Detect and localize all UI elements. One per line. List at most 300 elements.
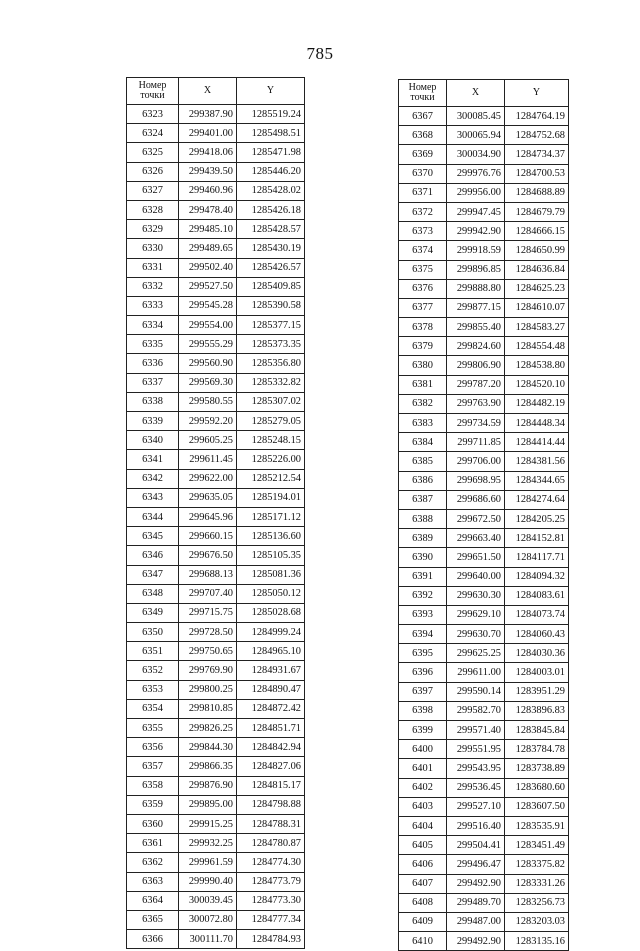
cell-y: 1284999.24 (237, 623, 305, 642)
cell-y: 1284777.34 (237, 910, 305, 929)
cell-point-number: 6360 (127, 814, 179, 833)
cell-x: 300034.90 (447, 145, 505, 164)
cell-y: 1283331.26 (505, 874, 569, 893)
cell-point-number: 6340 (127, 431, 179, 450)
cell-x: 299942.90 (447, 222, 505, 241)
cell-y: 1284780.87 (237, 834, 305, 853)
table-row (399, 145, 569, 164)
cell-x: 299611.00 (447, 663, 505, 682)
table-row (127, 661, 305, 680)
cell-x: 299635.05 (179, 488, 237, 507)
table-row (399, 452, 569, 471)
cell-point-number: 6341 (127, 450, 179, 469)
cell-y: 1285028.68 (237, 603, 305, 622)
cell-point-number: 6369 (399, 145, 447, 164)
cell-y: 1284094.32 (505, 567, 569, 586)
table-row (127, 258, 305, 277)
table-row (127, 335, 305, 354)
cell-point-number: 6407 (399, 874, 447, 893)
table-row (399, 164, 569, 183)
cell-point-number: 6359 (127, 795, 179, 814)
cell-y: 1283203.03 (505, 912, 569, 931)
table-row (399, 490, 569, 509)
table-row (127, 738, 305, 757)
cell-x: 299582.70 (447, 701, 505, 720)
cell-x: 299554.00 (179, 316, 237, 335)
cell-point-number: 6325 (127, 143, 179, 162)
table-row (399, 394, 569, 413)
table-row (399, 855, 569, 874)
cell-y: 1283451.49 (505, 836, 569, 855)
table-row (399, 375, 569, 394)
cell-x: 300072.80 (179, 910, 237, 929)
cell-y: 1285428.02 (237, 181, 305, 200)
cell-y: 1284636.84 (505, 260, 569, 279)
cell-point-number: 6364 (127, 891, 179, 910)
coordinates-table-left (126, 77, 305, 949)
cell-y: 1283607.50 (505, 797, 569, 816)
table-row (127, 412, 305, 431)
table-row (399, 874, 569, 893)
cell-point-number: 6392 (399, 586, 447, 605)
table-row (399, 932, 569, 951)
cell-x: 299478.40 (179, 200, 237, 219)
cell-x: 299496.47 (447, 855, 505, 874)
cell-point-number: 6331 (127, 258, 179, 277)
table-row (399, 605, 569, 624)
cell-y: 1284679.79 (505, 202, 569, 221)
table-row (127, 105, 305, 124)
cell-x: 299663.40 (447, 529, 505, 548)
cell-x: 299418.06 (179, 143, 237, 162)
cell-point-number: 6372 (399, 202, 447, 221)
cell-point-number: 6361 (127, 834, 179, 853)
cell-point-number: 6389 (399, 529, 447, 548)
cell-y: 1285279.05 (237, 412, 305, 431)
cell-x: 299866.35 (179, 757, 237, 776)
table-row (399, 222, 569, 241)
cell-y: 1285377.15 (237, 316, 305, 335)
table-row (127, 603, 305, 622)
table-row (127, 834, 305, 853)
cell-y: 1284205.25 (505, 509, 569, 528)
table-row (399, 279, 569, 298)
cell-x: 299844.30 (179, 738, 237, 757)
cell-point-number: 6386 (399, 471, 447, 490)
table-row (399, 126, 569, 145)
cell-y: 1284773.30 (237, 891, 305, 910)
cell-point-number: 6345 (127, 527, 179, 546)
cell-x: 299895.00 (179, 795, 237, 814)
cell-y: 1284520.10 (505, 375, 569, 394)
cell-point-number: 6351 (127, 642, 179, 661)
cell-x: 299876.90 (179, 776, 237, 795)
table-row (399, 740, 569, 759)
cell-y: 1285446.20 (237, 162, 305, 181)
cell-y: 1285356.80 (237, 354, 305, 373)
cell-point-number: 6385 (399, 452, 447, 471)
cell-x: 299489.65 (179, 239, 237, 258)
cell-x: 299707.40 (179, 584, 237, 603)
coordinates-table-right (398, 79, 569, 951)
table-row (399, 298, 569, 317)
cell-point-number: 6334 (127, 316, 179, 335)
table-row (127, 143, 305, 162)
cell-y: 1284788.31 (237, 814, 305, 833)
page-number: 785 (306, 44, 334, 63)
cell-y: 1285105.35 (237, 546, 305, 565)
cell-x: 299769.90 (179, 661, 237, 680)
cell-y: 1284482.19 (505, 394, 569, 413)
cell-y: 1283375.82 (505, 855, 569, 874)
cell-y: 1284851.71 (237, 719, 305, 738)
cell-point-number: 6402 (399, 778, 447, 797)
cell-y: 1284798.88 (237, 795, 305, 814)
cell-point-number: 6371 (399, 183, 447, 202)
cell-point-number: 6396 (399, 663, 447, 682)
cell-point-number: 6333 (127, 296, 179, 315)
cell-point-number: 6342 (127, 469, 179, 488)
table-row (127, 546, 305, 565)
cell-x: 299580.55 (179, 392, 237, 411)
table-row (399, 509, 569, 528)
cell-point-number: 6354 (127, 699, 179, 718)
cell-y: 1283845.84 (505, 721, 569, 740)
cell-point-number: 6405 (399, 836, 447, 855)
table-row (127, 642, 305, 661)
cell-y: 1284688.89 (505, 183, 569, 202)
table-row (127, 450, 305, 469)
cell-point-number: 6395 (399, 644, 447, 663)
table-row (399, 107, 569, 126)
table-row (127, 162, 305, 181)
cell-x: 299527.10 (447, 797, 505, 816)
cell-y: 1285248.15 (237, 431, 305, 450)
cell-point-number: 6346 (127, 546, 179, 565)
cell-y: 1285307.02 (237, 392, 305, 411)
cell-x: 299855.40 (447, 318, 505, 337)
cell-point-number: 6328 (127, 200, 179, 219)
cell-x: 299545.28 (179, 296, 237, 315)
cell-y: 1285390.58 (237, 296, 305, 315)
cell-y: 1284752.68 (505, 126, 569, 145)
cell-x: 300065.94 (447, 126, 505, 145)
cell-point-number: 6378 (399, 318, 447, 337)
cell-y: 1285171.12 (237, 507, 305, 526)
cell-point-number: 6330 (127, 239, 179, 258)
cell-point-number: 6410 (399, 932, 447, 951)
cell-y: 1285409.85 (237, 277, 305, 296)
cell-x: 299625.25 (447, 644, 505, 663)
cell-x: 299976.76 (447, 164, 505, 183)
cell-point-number: 6409 (399, 912, 447, 931)
cell-x: 299651.50 (447, 548, 505, 567)
cell-x: 299536.45 (447, 778, 505, 797)
cell-x: 299824.60 (447, 337, 505, 356)
table-row (127, 296, 305, 315)
cell-x: 299622.00 (179, 469, 237, 488)
table-row (127, 239, 305, 258)
cell-y: 1284554.48 (505, 337, 569, 356)
cell-x: 299569.30 (179, 373, 237, 392)
cell-x: 299543.95 (447, 759, 505, 778)
table-row (399, 529, 569, 548)
cell-y: 1284583.27 (505, 318, 569, 337)
cell-y: 1285498.51 (237, 124, 305, 143)
cell-y: 1285226.00 (237, 450, 305, 469)
cell-y: 1283738.89 (505, 759, 569, 778)
cell-y: 1284381.56 (505, 452, 569, 471)
cell-y: 1284448.34 (505, 414, 569, 433)
cell-x: 299460.96 (179, 181, 237, 200)
table-row (399, 567, 569, 586)
table-row (399, 202, 569, 221)
table-row (399, 682, 569, 701)
cell-x: 299605.25 (179, 431, 237, 450)
cell-x: 299990.40 (179, 872, 237, 891)
cell-y: 1285373.35 (237, 335, 305, 354)
table-row (127, 316, 305, 335)
table-row (127, 277, 305, 296)
cell-x: 299590.14 (447, 682, 505, 701)
cell-point-number: 6404 (399, 816, 447, 835)
cell-x: 299888.80 (447, 279, 505, 298)
table-row (399, 893, 569, 912)
cell-y: 1284773.79 (237, 872, 305, 891)
cell-x: 299686.60 (447, 490, 505, 509)
cell-x: 299688.13 (179, 565, 237, 584)
cell-point-number: 6335 (127, 335, 179, 354)
cell-x: 299915.25 (179, 814, 237, 833)
table-row (399, 816, 569, 835)
cell-x: 299555.29 (179, 335, 237, 354)
cell-x: 299492.90 (447, 874, 505, 893)
cell-x: 299640.00 (447, 567, 505, 586)
cell-point-number: 6391 (399, 567, 447, 586)
table-row (127, 814, 305, 833)
cell-y: 1283680.60 (505, 778, 569, 797)
cell-x: 299485.10 (179, 220, 237, 239)
cell-point-number: 6370 (399, 164, 447, 183)
table-row (127, 853, 305, 872)
cell-x: 299439.50 (179, 162, 237, 181)
cell-x: 299810.85 (179, 699, 237, 718)
cell-y: 1284650.99 (505, 241, 569, 260)
cell-x: 299877.15 (447, 298, 505, 317)
table-row (127, 699, 305, 718)
cell-x: 299492.90 (447, 932, 505, 951)
cell-y: 1285081.36 (237, 565, 305, 584)
cell-point-number: 6356 (127, 738, 179, 757)
table-row (127, 584, 305, 603)
cell-point-number: 6390 (399, 548, 447, 567)
table-row (399, 721, 569, 740)
table-row (399, 625, 569, 644)
cell-y: 1284764.19 (505, 107, 569, 126)
cell-point-number: 6387 (399, 490, 447, 509)
cell-x: 299502.40 (179, 258, 237, 277)
cell-y: 1284666.15 (505, 222, 569, 241)
cell-x: 299956.00 (447, 183, 505, 202)
cell-point-number: 6339 (127, 412, 179, 431)
cell-point-number: 6338 (127, 392, 179, 411)
cell-y: 1284890.47 (237, 680, 305, 699)
cell-x: 299698.95 (447, 471, 505, 490)
table-row (127, 757, 305, 776)
table-row (399, 183, 569, 202)
cell-y: 1284625.23 (505, 279, 569, 298)
table-row (399, 644, 569, 663)
cell-point-number: 6394 (399, 625, 447, 644)
table-header-row (399, 80, 569, 107)
table-row (127, 373, 305, 392)
cell-x: 299896.85 (447, 260, 505, 279)
table-row (127, 507, 305, 526)
cell-point-number: 6367 (399, 107, 447, 126)
cell-x: 299487.00 (447, 912, 505, 931)
cell-y: 1285430.19 (237, 239, 305, 258)
cell-point-number: 6368 (399, 126, 447, 145)
cell-point-number: 6388 (399, 509, 447, 528)
table-row (127, 719, 305, 738)
cell-y: 1283535.91 (505, 816, 569, 835)
cell-y: 1284700.53 (505, 164, 569, 183)
cell-point-number: 6377 (399, 298, 447, 317)
cell-y: 1285194.01 (237, 488, 305, 507)
cell-x: 299629.10 (447, 605, 505, 624)
cell-x: 299672.50 (447, 509, 505, 528)
table-row (399, 471, 569, 490)
cell-point-number: 6336 (127, 354, 179, 373)
cell-point-number: 6365 (127, 910, 179, 929)
cell-point-number: 6347 (127, 565, 179, 584)
cell-x: 299571.40 (447, 721, 505, 740)
cell-x: 299387.90 (179, 105, 237, 124)
cell-point-number: 6375 (399, 260, 447, 279)
cell-point-number: 6355 (127, 719, 179, 738)
cell-y: 1284734.37 (505, 145, 569, 164)
cell-x: 299551.95 (447, 740, 505, 759)
cell-x: 299504.41 (447, 836, 505, 855)
cell-point-number: 6401 (399, 759, 447, 778)
table-row (127, 776, 305, 795)
cell-y: 1284610.07 (505, 298, 569, 317)
cell-point-number: 6406 (399, 855, 447, 874)
cell-x: 299734.59 (447, 414, 505, 433)
cell-y: 1283784.78 (505, 740, 569, 759)
cell-x: 299787.20 (447, 375, 505, 394)
cell-x: 299516.40 (447, 816, 505, 835)
cell-y: 1284842.94 (237, 738, 305, 757)
cell-point-number: 6324 (127, 124, 179, 143)
cell-point-number: 6380 (399, 356, 447, 375)
cell-point-number: 6400 (399, 740, 447, 759)
table-row (399, 663, 569, 682)
cell-point-number: 6399 (399, 721, 447, 740)
cell-y: 1283896.83 (505, 701, 569, 720)
table-row (127, 392, 305, 411)
table-row (399, 701, 569, 720)
cell-point-number: 6393 (399, 605, 447, 624)
cell-x: 299660.15 (179, 527, 237, 546)
table-row (399, 912, 569, 931)
cell-x: 299630.70 (447, 625, 505, 644)
cell-point-number: 6376 (399, 279, 447, 298)
cell-y: 1284965.10 (237, 642, 305, 661)
header-point-number: Номер точки (127, 78, 179, 105)
cell-y: 1284152.81 (505, 529, 569, 548)
table-row (399, 414, 569, 433)
cell-x: 299630.30 (447, 586, 505, 605)
cell-y: 1283135.16 (505, 932, 569, 951)
cell-point-number: 6323 (127, 105, 179, 124)
cell-point-number: 6329 (127, 220, 179, 239)
cell-x: 299750.65 (179, 642, 237, 661)
cell-point-number: 6366 (127, 930, 179, 949)
cell-point-number: 6398 (399, 701, 447, 720)
table-row (127, 795, 305, 814)
cell-y: 1283951.29 (505, 682, 569, 701)
cell-point-number: 6358 (127, 776, 179, 795)
cell-point-number: 6379 (399, 337, 447, 356)
cell-x: 299645.96 (179, 507, 237, 526)
cell-point-number: 6352 (127, 661, 179, 680)
cell-y: 1284274.64 (505, 490, 569, 509)
cell-y: 1285426.57 (237, 258, 305, 277)
table-row (127, 488, 305, 507)
cell-y: 1283256.73 (505, 893, 569, 912)
cell-point-number: 6337 (127, 373, 179, 392)
cell-y: 1284784.93 (237, 930, 305, 949)
cell-x: 299947.45 (447, 202, 505, 221)
cell-point-number: 6327 (127, 181, 179, 200)
cell-x: 299728.50 (179, 623, 237, 642)
cell-x: 299800.25 (179, 680, 237, 699)
cell-y: 1285136.60 (237, 527, 305, 546)
table-row (399, 548, 569, 567)
table-row (127, 891, 305, 910)
cell-point-number: 6397 (399, 682, 447, 701)
table-row (127, 354, 305, 373)
table-row (399, 759, 569, 778)
table-row (127, 565, 305, 584)
table-row (127, 623, 305, 642)
cell-point-number: 6357 (127, 757, 179, 776)
cell-x: 299489.70 (447, 893, 505, 912)
cell-x: 299401.00 (179, 124, 237, 143)
table-row (399, 586, 569, 605)
table-row (127, 124, 305, 143)
cell-y: 1284774.30 (237, 853, 305, 872)
cell-x: 299715.75 (179, 603, 237, 622)
cell-point-number: 6381 (399, 375, 447, 394)
cell-x: 299676.50 (179, 546, 237, 565)
table-row (399, 241, 569, 260)
cell-y: 1284827.06 (237, 757, 305, 776)
cell-y: 1285212.54 (237, 469, 305, 488)
table-row (127, 220, 305, 239)
table-row (127, 872, 305, 891)
cell-y: 1284931.67 (237, 661, 305, 680)
cell-x: 300111.70 (179, 930, 237, 949)
table-row (127, 910, 305, 929)
table-row (127, 431, 305, 450)
table-row (399, 433, 569, 452)
cell-x: 299706.00 (447, 452, 505, 471)
cell-point-number: 6348 (127, 584, 179, 603)
table-row (399, 797, 569, 816)
cell-point-number: 6362 (127, 853, 179, 872)
